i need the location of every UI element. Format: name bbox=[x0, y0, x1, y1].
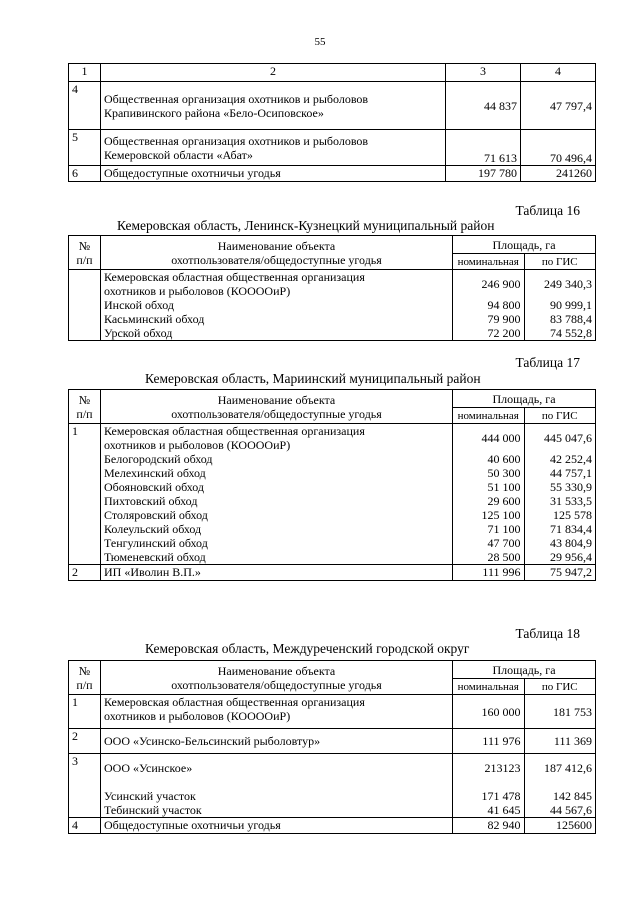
area-header: Площадь, га bbox=[453, 661, 596, 679]
row-name: ООО «Усинско-Бельсинский рыболовтур» bbox=[101, 729, 453, 754]
sub-item: Колеульский обход bbox=[104, 522, 202, 536]
row-number: 4 bbox=[69, 82, 101, 130]
table-row bbox=[69, 695, 596, 729]
table-row bbox=[69, 166, 596, 182]
col-2-header: 2 bbox=[101, 64, 446, 82]
object-header: Наименование объекта охотпользователя/общедоступные угодья bbox=[101, 661, 453, 695]
table-header-row bbox=[69, 64, 596, 82]
area-header: Площадь, га bbox=[453, 390, 596, 408]
table-17-title: Кемеровская область, Мариинский муниципальный район bbox=[145, 371, 481, 386]
row-nominal: 111 996 bbox=[453, 565, 525, 581]
col-1-header: 1 bbox=[69, 64, 101, 82]
table-18-title: Кемеровская область, Междуреченский городской округ bbox=[145, 641, 470, 656]
row-number: 1 bbox=[69, 695, 101, 729]
table-continuation bbox=[68, 63, 596, 182]
number-header: № п/п bbox=[69, 390, 101, 424]
sub-item: Тебинский участок bbox=[104, 803, 202, 817]
sub-item: Усинский участок bbox=[104, 789, 196, 803]
row-nominal: 444 000 40 600 50 300 51 100 29 600 125 100 71 100 47 700 28 500 bbox=[453, 424, 525, 565]
row-name-line1: Общественная организация охотников и рыболовов bbox=[104, 133, 369, 148]
table-17 bbox=[68, 389, 596, 581]
row-gis: 181 753 bbox=[524, 695, 596, 729]
row-gis: 241260 bbox=[521, 166, 596, 182]
sub-item: Белогородский обход bbox=[104, 452, 213, 466]
sub-item: Тюменевский обход bbox=[104, 550, 206, 564]
row-name: ООО «Усинское» Усинский участок Тебинский участок bbox=[101, 754, 453, 818]
sub-item: Пихтовский обход bbox=[104, 494, 198, 508]
row-name-line2: Крапивинского района «Бело-Осиповское» bbox=[104, 105, 324, 120]
row-name: Кемеровская областная общественная организация охотников и рыболовов (КООООиР) Белогородский обход Мелехинский обход Обояновский обход Пихтовский обход Столяровский обход Колеульский обход Тенгулинский обход Тюменевский обход bbox=[101, 424, 453, 565]
row-number: 4 bbox=[69, 818, 101, 834]
nominal-header: номинальная bbox=[453, 408, 525, 424]
page-number: 55 bbox=[314, 36, 326, 48]
row-number: 2 bbox=[69, 565, 101, 581]
row-name: Общедоступные охотничьи угодья bbox=[101, 166, 446, 182]
table-row bbox=[69, 270, 596, 341]
table-row bbox=[69, 565, 596, 581]
row-gis: 47 797,4 bbox=[521, 82, 596, 130]
table-16 bbox=[68, 235, 596, 341]
sub-item: Урской обход bbox=[104, 326, 173, 340]
table-header-row bbox=[69, 390, 596, 408]
sub-item: Касьминский обход bbox=[104, 312, 205, 326]
row-name: Кемеровская областная общественная организация охотников и рыболовов (КООООиР) Инской обход Касьминский обход Урской обход bbox=[101, 270, 453, 341]
table-row bbox=[69, 754, 596, 818]
table-header-row bbox=[69, 661, 596, 679]
number-header: № п/п bbox=[69, 661, 101, 695]
row-number bbox=[69, 270, 101, 341]
row-number: 3 bbox=[69, 754, 101, 818]
row-nominal: 197 780 bbox=[446, 166, 521, 182]
col-3-header: 3 bbox=[446, 64, 521, 82]
row-nominal: 111 976 bbox=[453, 729, 525, 754]
table-row bbox=[69, 424, 596, 565]
nominal-header: номинальная bbox=[453, 254, 525, 270]
area-header: Площадь, га bbox=[453, 236, 596, 254]
row-gis: 249 340,3 90 999,1 83 788,4 74 552,8 bbox=[524, 270, 596, 341]
table-row bbox=[69, 82, 596, 130]
row-gis: 75 947,2 bbox=[524, 565, 596, 581]
nominal-header: номинальная bbox=[453, 679, 525, 695]
row-gis: 445 047,6 42 252,4 44 757,1 55 330,9 31 533,5 125 578 71 834,4 43 804,9 29 956,4 bbox=[524, 424, 596, 565]
row-name-line2: Кемеровской области «Абат» bbox=[104, 147, 253, 162]
sub-item: Тенгулинский обход bbox=[104, 536, 208, 550]
table-row bbox=[69, 729, 596, 754]
table-header-row bbox=[69, 236, 596, 254]
row-nominal: 44 837 bbox=[446, 82, 521, 130]
row-gis: 125600 bbox=[524, 818, 596, 834]
row-nominal: 71 613 bbox=[446, 130, 521, 166]
table-17-label: Таблица 17 bbox=[515, 355, 580, 370]
number-header: № п/п bbox=[69, 236, 101, 270]
table-16-title: Кемеровская область, Ленинск-Кузнецкий муниципальный район bbox=[117, 218, 495, 233]
table-row bbox=[69, 818, 596, 834]
row-name-line1: Общественная организация охотников и рыболовов bbox=[104, 91, 369, 106]
sub-item: Столяровский обход bbox=[104, 508, 208, 522]
gis-header: по ГИС bbox=[524, 679, 596, 695]
table-18-label: Таблица 18 bbox=[515, 626, 580, 641]
row-name bbox=[101, 130, 446, 166]
row-number: 2 bbox=[69, 729, 101, 754]
row-nominal: 160 000 bbox=[453, 695, 525, 729]
gis-header: по ГИС bbox=[524, 408, 596, 424]
object-header: Наименование объекта охотпользователя/общедоступные угодья bbox=[101, 390, 453, 424]
row-name: Кемеровская областная общественная организация охотников и рыболовов (КООООиР) bbox=[101, 695, 453, 729]
row-number: 6 bbox=[69, 166, 101, 182]
sub-item: Инской обход bbox=[104, 298, 175, 312]
table-16-label: Таблица 16 bbox=[515, 203, 580, 218]
row-number: 1 bbox=[69, 424, 101, 565]
row-name: ИП «Иволин В.П.» bbox=[101, 565, 453, 581]
row-name bbox=[101, 82, 446, 130]
sub-item: Обояновский обход bbox=[104, 480, 205, 494]
object-header: Наименование объекта охотпользователя/общедоступные угодья bbox=[101, 236, 453, 270]
row-nominal: 213123 171 478 41 645 bbox=[453, 754, 525, 818]
table-18 bbox=[68, 660, 596, 834]
row-nominal: 82 940 bbox=[453, 818, 525, 834]
gis-header: по ГИС bbox=[524, 254, 596, 270]
row-nominal: 246 900 94 800 79 900 72 200 bbox=[453, 270, 525, 341]
row-name: Общедоступные охотничьи угодья bbox=[101, 818, 453, 834]
row-gis: 70 496,4 bbox=[521, 130, 596, 166]
sub-item: Мелехинский обход bbox=[104, 466, 206, 480]
row-gis: 187 412,6 142 845 44 567,6 bbox=[524, 754, 596, 818]
col-4-header: 4 bbox=[521, 64, 596, 82]
row-gis: 111 369 bbox=[524, 729, 596, 754]
table-row bbox=[69, 130, 596, 166]
row-number: 5 bbox=[69, 130, 101, 166]
